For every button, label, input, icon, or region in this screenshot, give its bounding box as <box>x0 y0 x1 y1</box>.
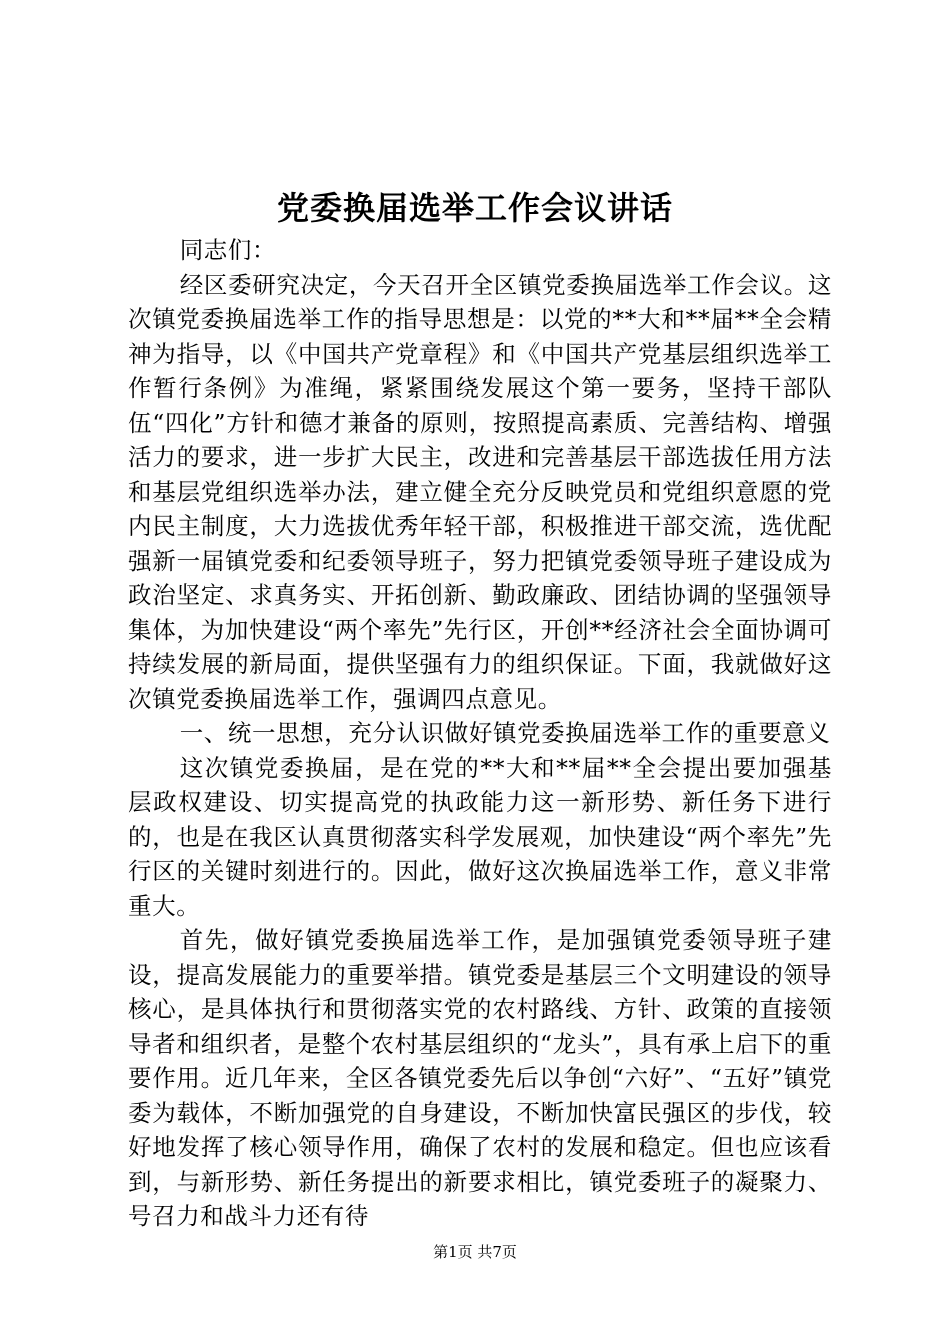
salutation: 同志们： <box>179 236 277 264</box>
document-title: 党委换届选举工作会议讲话 <box>276 189 673 227</box>
section-heading: 一、统一思想，充分认识做好镇党委换届选举工作的重要意义 <box>179 719 831 747</box>
paragraph: 首先，做好镇党委换届选举工作，是加强镇党委领导班子建设，提高发展能力的重要举措。镇党委是基层三个文明建设的领导核心，是具体执行和贯彻落实党的农村路线、方针、政策的直接领导者和组织者，是整个农村基层组织的“龙头”，具有承上启下的重要作用。近几年来，全区各镇党委先后以争创“六好”、“五好”镇党委为载体，不断加强党的自身建设，不断加快富民强区的步伐，较好地发挥了核心领导作用，确保了农村的发展和稳定。但也应该看到，与新形势、新任务提出的新要求相比，镇党委班子的凝聚力、号召力和战斗力还有待 <box>128 926 832 1230</box>
paragraph: 经区委研究决定，今天召开全区镇党委换届选举工作会议。这次镇党委换届选举工作的指导思想是：以党的**大和**届**全会精神为指导，以《中国共产党章程》和《中国共产党基层组织选举工作暂行条例》为准绳，紧紧围绕发展这个第一要务，坚持干部队伍“四化”方针和德才兼备的原则，按照提高素质、完善结构、增强活力的要求，进一步扩大民主，改进和完善基层干部选拔任用方法和基层党组织选举办法，建立健全充分反映党员和党组织意愿的党内民主制度，大力选拔优秀年轻干部，积极推进干部交流，选优配强新一届镇党委和纪委领导班子，努力把镇党委领导班子建设成为政治坚定、求真务实、开拓创新、勤政廉政、团结协调的坚强领导集体，为加快建设“两个率先”先行区，开创**经济社会全面协调可持续发展的新局面，提供坚强有力的组织保证。下面，我就做好这次镇党委换届选举工作，强调四点意见。 <box>128 270 832 713</box>
page-footer: 第1页 共7页 <box>433 1243 517 1261</box>
document-body <box>128 233 832 1234</box>
paragraph: 这次镇党委换届，是在党的**大和**届**全会提出要加强基层政权建设、切实提高党的执政能力这一新形势、新任务下进行的，也是在我区认真贯彻落实科学发展观，加快建设“两个率先”先行区的关键时刻进行的。因此，做好这次换届选举工作，意义非常重大。 <box>128 753 832 920</box>
